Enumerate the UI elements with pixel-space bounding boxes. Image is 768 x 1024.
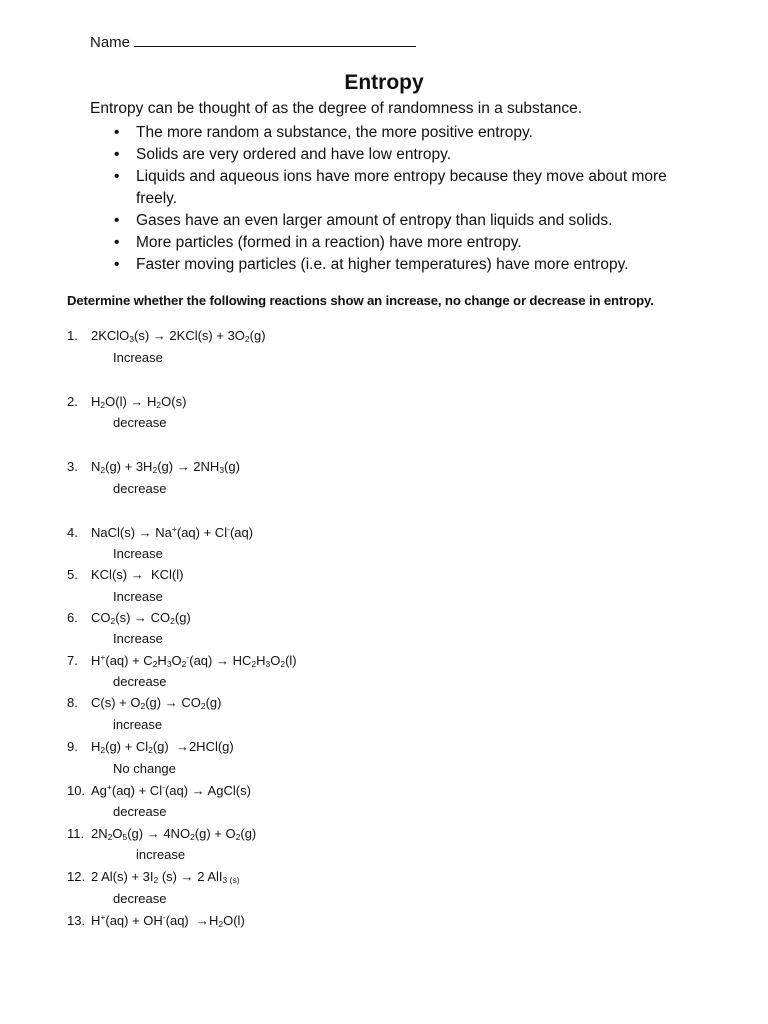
reaction-13: 13. $H^+(aq) + OH^-(aq) \to H_2O(l)$ [67, 912, 245, 929]
bullet-item: • The more random a substance, the more positive entropy. [90, 122, 690, 144]
bullet-icon: • [114, 212, 120, 229]
bullet-item: • Solids are very ordered and have low entropy. [90, 144, 690, 166]
reaction-3: 3. $N_2(g) + 3H_2(g) \to 2NH_3(g)$ [67, 459, 240, 475]
bullet-item: • Liquids and aqueous ions have more entropy because they move about more freely. [114, 168, 667, 207]
bullet-icon: • [114, 234, 120, 251]
answer-1: Increase [113, 350, 163, 365]
bullet-item: • Gases have an even larger amount of entropy than liquids and solids. [90, 210, 690, 232]
answer-10: decrease [113, 804, 167, 819]
reaction-5: 5. KCl(s) → KCl(l) [67, 567, 184, 582]
answer-9: No change [113, 761, 176, 776]
answer-5: Increase [113, 589, 163, 604]
name-label: Name [90, 34, 131, 51]
bullet-icon: • [114, 168, 120, 185]
bullet-list [90, 122, 690, 276]
answer-3: decrease [113, 481, 167, 496]
bullet-icon: • [114, 146, 120, 163]
reaction-1: 1. 2KClO$_3$(s) → $2KCl(s) + 3O_2(g)$ [67, 328, 266, 344]
name-blank-line [134, 31, 416, 47]
answer-12: decrease [113, 891, 167, 906]
reaction-2: 2. $H_2O(l) \to H_2O(s)$ [67, 394, 187, 410]
reaction-6: 6. $CO_2(s) \to CO_2(g)$ [67, 610, 191, 626]
answer-6: Increase [113, 631, 163, 646]
instructions: Determine whether the following reactions show an increase, no change or decrease in entropy. [67, 293, 654, 308]
reaction-4: 4. NaCl(s) → Na+(aq) + Cl-(aq) [67, 524, 254, 540]
answer-2: decrease [113, 415, 167, 430]
bullet-item: • More particles (formed in a reaction) have more entropy. [90, 232, 690, 254]
answer-7: decrease [113, 674, 167, 689]
name-field [90, 31, 416, 51]
reaction-10: 10. Ag+(aq) + Cl-(aq) → AgCl(s) [67, 782, 251, 798]
reaction-7: 7. $H^+(aq) + C_2H_3O_2^-(aq) \to HC_2H_3O_2(l)$ [67, 652, 297, 669]
bullet-icon: • [114, 124, 120, 141]
reaction-11: 11. $2N_2O_5(g) \to 4NO_2(g) + O_2(g)$ [67, 826, 257, 842]
intro-text: Entropy can be thought of as the degree of randomness in a substance. [90, 100, 583, 117]
bullet-item: • Faster moving particles (i.e. at higher temperatures) have more entropy. [90, 254, 690, 276]
bullet-icon: • [114, 256, 120, 273]
answer-4: Increase [113, 546, 163, 561]
answer-8: increase [113, 717, 163, 732]
reaction-12: 12. 2 $Al(s) + 3I_2$ (s) → 2 AlI$_{3 (s)}$ [67, 869, 240, 885]
reaction-9: 9. $H_2(g) + Cl_2(g) \to 2HCl(g)$ [67, 739, 234, 755]
reaction-8: 8. $C(s) + O_2(g) \to CO_2(g)$ [67, 695, 222, 711]
page-title: Entropy [344, 71, 424, 94]
answer-11: increase [136, 847, 186, 862]
